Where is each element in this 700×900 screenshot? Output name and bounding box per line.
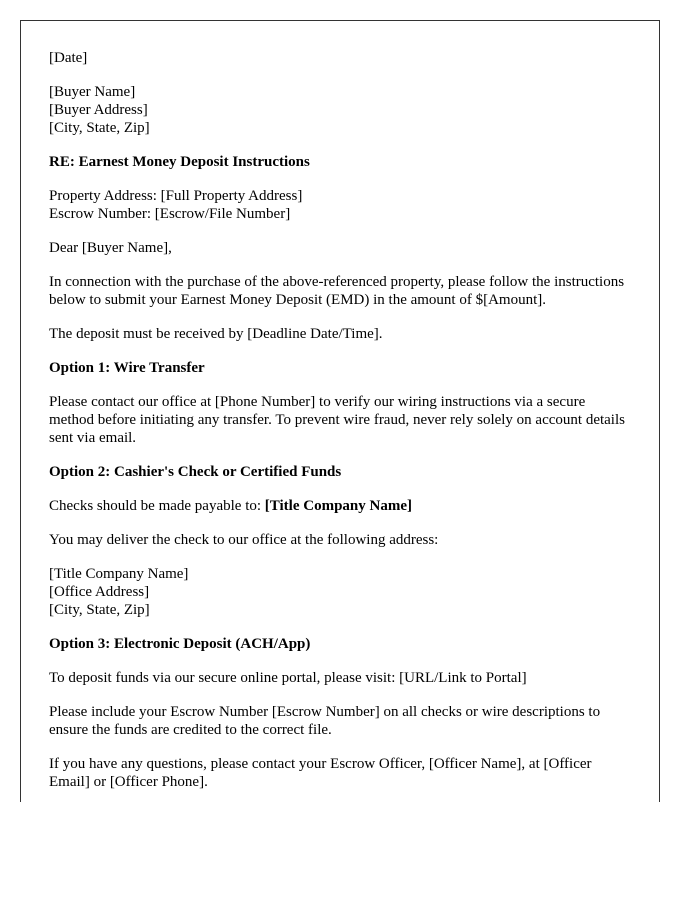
option1-paragraph: Please contact our office at [Phone Number] to verify our wiring instructions via a secure method before initiating any transfer. To prevent wire fraud, never rely solely on account details sent via email. <box>49 394 625 446</box>
include-paragraph: Please include your Escrow Number [Escrow Number] on all checks or wire descriptions to ensure the funds are credited to the correct file. <box>49 704 601 738</box>
office-company: [Title Company Name] <box>49 566 189 582</box>
re-line: RE: Earnest Money Deposit Instructions <box>49 154 310 170</box>
payable-paragraph <box>49 497 633 515</box>
option3-heading: Option 3: Electronic Deposit (ACH/App) <box>49 636 311 652</box>
payable-name: [Title Company Name] <box>264 498 412 514</box>
date-line <box>49 49 633 67</box>
letter-page <box>20 20 660 802</box>
office-address: [Office Address] <box>49 584 150 600</box>
option3-paragraph: To deposit funds via our secure online portal, please visit: [URL/Link to Portal] <box>49 670 527 686</box>
intro-paragraph: In connection with the purchase of the above-referenced property, please follow the instructions below to submit your Earnest Money Deposit (EMD) in the amount of $[Amount]. <box>49 274 625 308</box>
option2-heading: Option 2: Cashier's Check or Certified Funds <box>49 464 342 480</box>
property-address: Property Address: [Full Property Address] <box>49 188 303 204</box>
office-address-block <box>49 565 633 619</box>
letter-body <box>49 49 633 802</box>
buyer-address-block <box>49 83 633 137</box>
property-info-block <box>49 187 633 223</box>
buyer-address: [Buyer Address] <box>49 102 148 118</box>
office-city-state-zip: [City, State, Zip] <box>49 602 150 618</box>
questions-paragraph: If you have any questions, please contact your Escrow Officer, [Officer Name], at [Officer Email] or [Officer Phone]. <box>49 756 592 790</box>
salutation: Dear [Buyer Name], <box>49 240 172 256</box>
escrow-number: Escrow Number: [Escrow/File Number] <box>49 206 291 222</box>
deliver-paragraph: You may deliver the check to our office at the following address: <box>49 532 439 548</box>
deadline-paragraph: The deposit must be received by [Deadline Date/Time]. <box>49 326 383 342</box>
buyer-city-state-zip: [City, State, Zip] <box>49 120 150 136</box>
payable-prefix: Checks should be made payable to: <box>49 498 265 514</box>
buyer-name: [Buyer Name] <box>49 84 136 100</box>
date: [Date] <box>49 50 88 66</box>
option1-heading: Option 1: Wire Transfer <box>49 360 205 376</box>
